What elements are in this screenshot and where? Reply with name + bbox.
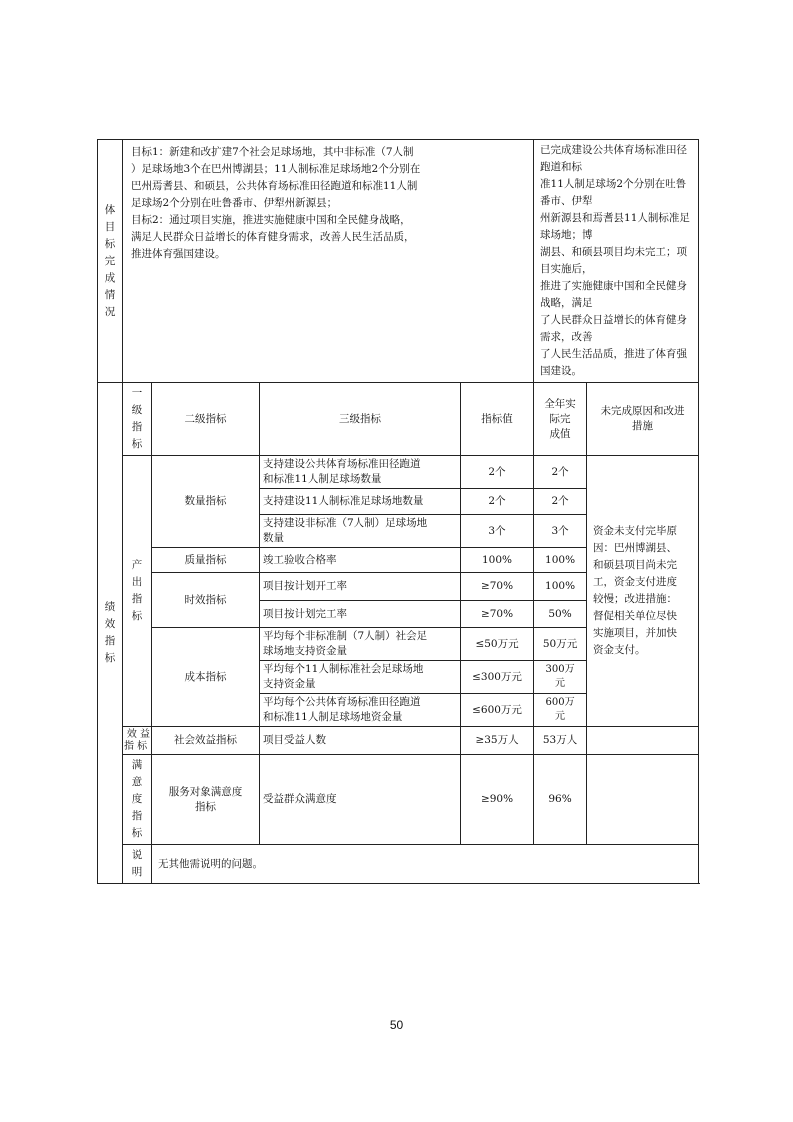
social-benefit-label: 社会效益指标 <box>152 727 260 755</box>
indicator-name: 项目按计划完工率 <box>260 601 461 628</box>
page-number: 50 <box>389 1018 404 1032</box>
benefit-label: 效 益 指 标 <box>123 727 152 755</box>
quantity-label: 数量指标 <box>152 456 260 548</box>
indicator-actual: 2个 <box>534 456 587 489</box>
satisfaction-label: 满 意 度 指 标 <box>123 755 152 845</box>
indicator-name: 平均每个非标准制（7人制）社会足 球场地支持资金量 <box>260 628 461 661</box>
indicator-target: ≤50万元 <box>461 628 534 661</box>
indicator-name: 平均每个公共体育场标准田径跑道 和标准11人制足球场地资金量 <box>260 694 461 727</box>
indicator-target: 3个 <box>461 515 534 548</box>
table-row <box>98 727 699 755</box>
timeliness-label: 时效指标 <box>152 573 260 628</box>
header-reason: 未完成原因和改进 措施 <box>587 383 699 456</box>
indicator-actual: 100% <box>534 573 587 601</box>
indicator-target: 2个 <box>461 456 534 489</box>
note-label: 说 明 <box>123 845 152 884</box>
indicator-target: ≤600万元 <box>461 694 534 727</box>
header-level2: 二级指标 <box>152 383 260 456</box>
indicator-target: 100% <box>461 548 534 573</box>
indicator-name: 项目受益人数 <box>260 727 461 755</box>
indicator-actual: 53万人 <box>534 727 587 755</box>
cost-label: 成本指标 <box>152 628 260 727</box>
header-level1: 一 级 指 标 <box>123 383 152 456</box>
indicator-target: ≥70% <box>461 573 534 601</box>
indicator-name: 项目按计划开工率 <box>260 573 461 601</box>
table-row <box>98 755 699 845</box>
unfinished-reason: 资金未支付完毕原 因：巴州博湖县、 和硕县项目尚未完 工，资金支付进度 较慢；改进措施： 督促相关单位尽快 实施项目，并加快 资金支付。 <box>587 456 699 727</box>
empty-cell <box>587 727 699 755</box>
indicator-name: 支持建设公共体育场标准田径跑道 和标准11人制足球场数量 <box>260 456 461 489</box>
performance-indicator-label: 绩 效 指 标 <box>98 383 123 884</box>
indicator-target: ≥35万人 <box>461 727 534 755</box>
indicator-actual: 300万 元 <box>534 661 587 694</box>
indicator-actual: 600万 元 <box>534 694 587 727</box>
indicator-actual: 3个 <box>534 515 587 548</box>
indicator-name: 受益群众满意度 <box>260 755 461 845</box>
indicator-target: ≤300万元 <box>461 661 534 694</box>
indicator-target: ≥90% <box>461 755 534 845</box>
indicator-actual: 100% <box>534 548 587 573</box>
indicator-actual: 2个 <box>534 489 587 515</box>
goal-completion-label: 体 目 标 完 成 情 况 <box>98 140 123 383</box>
indicator-name: 竣工验收合格率 <box>260 548 461 573</box>
performance-table <box>97 139 699 884</box>
indicator-actual: 50% <box>534 601 587 628</box>
empty-cell <box>587 755 699 845</box>
service-satisfaction-label: 服务对象满意度 指标 <box>152 755 260 845</box>
indicator-target: 2个 <box>461 489 534 515</box>
indicator-actual: 96% <box>534 755 587 845</box>
quality-label: 质量指标 <box>152 548 260 573</box>
header-actual: 全年实 际完 成值 <box>534 383 587 456</box>
indicator-name: 平均每个11人制标准社会足球场地 支持资金量 <box>260 661 461 694</box>
indicator-actual: 50万元 <box>534 628 587 661</box>
output-indicator-label: 产 出 指 标 <box>123 456 152 727</box>
table-row <box>98 456 699 489</box>
note-text: 无其他需说明的问题。 <box>152 845 699 884</box>
goal-text: 目标1：新建和改扩建7个社会足球场地，其中非标准（7人制 ）足球场地3个在巴州博湖县；11人制标准足球场地2个分别在 巴州焉耆县、和硕县，公共体育场标准田径跑道和标准11人制 足球场2个分别在吐鲁番市、伊犁州新源县； 目标2：通过项目实施，推进实施健康中国和全民健身战略， 满足人民群众日益增长的体育健身需求，改善人民生活品质， 推进体育强国建设。 <box>123 140 534 383</box>
indicator-name: 支持建设11人制标准足球场地数量 <box>260 489 461 515</box>
indicator-name: 支持建设非标准（7人制）足球场地 数量 <box>260 515 461 548</box>
header-level3: 三级指标 <box>260 383 461 456</box>
header-target: 指标值 <box>461 383 534 456</box>
indicator-target: ≥70% <box>461 601 534 628</box>
completion-text: 已完成建设公共体育场标准田径跑道和标 准11人制足球场2个分别在吐鲁番市、伊犁 州新源县和焉耆县11人制标准足球场地；博 湖县、和硕县项目均未完工；项目实施后， 推进了实施健康中国和全民健身战略，满足 了人民群众日益增长的体育健身需求，改善 了人民生活品质，推进了体育强国建设。 <box>534 140 699 383</box>
